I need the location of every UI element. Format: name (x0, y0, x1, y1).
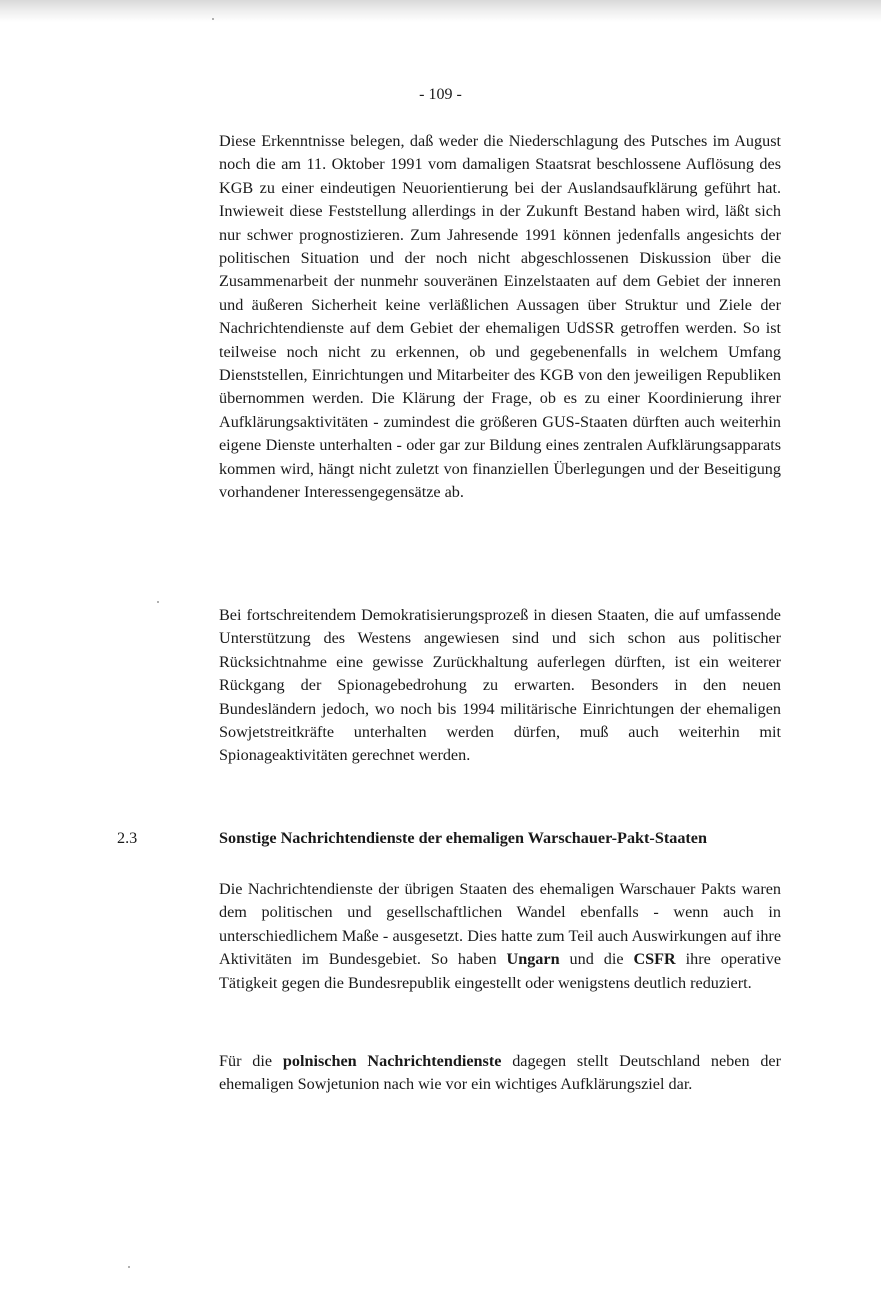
paragraph-warsaw-pact-services (219, 878, 781, 995)
paragraph-kgb-assessment: Diese Erkenntnisse belegen, daß weder die Niederschlagung des Putsches im August noch die am 11. Oktober 1991 vom damaligen Staatsrat beschlossene Auflösung des KGB zu einer eindeutigen Neuorientierung bei der Auslandsaufklärung geführt hat. Inwieweit diese Feststellung allerdings in der Zukunft Bestand haben wird, läßt sich nur schwer prognostizieren. Zum Jahresende 1991 können jedenfalls angesichts der politischen Situation und der noch nicht abgeschlossenen Diskussion über die Zusammenarbeit der nunmehr souveränen Einzelstaaten auf dem Gebiet der inneren und äußeren Sicherheit keine verläßlichen Aussagen über Struktur und Ziele der Nachrichtendienste auf dem Gebiet der ehemaligen UdSSR getroffen werden. So ist teilweise noch nicht zu erkennen, ob und gegebenenfalls in welchem Umfang Dienststellen, Einrichtungen und Mitarbeiter des KGB von den jeweiligen Republiken übernommen werden. Die Klärung der Frage, ob es zu einer Koordinierung ihrer Aufklärungsaktivitäten - zumindest die größeren GUS-Staaten dürften auch weiterhin eigene Dienste unterhalten - oder gar zur Bildung eines zentralen Aufklärungsapparats kommen wird, hängt nicht zuletzt von finanziellen Überlegungen und der Beseitigung vorhandener Interessengegensätze ab. (219, 132, 781, 502)
paragraph-text: Die Nachrichtendienste der übrigen Staaten des ehemaligen Warschauer Pakts waren dem politischen und gesellschaftlichen Wandel ebenfalls - wenn auch in unterschiedlichem Maße - ausgesetzt. Dies hatte zum Teil auch Auswirkungen auf ihre Aktivitäten im Bundesgebiet. So haben (219, 880, 781, 969)
page-number: - 109 - (419, 86, 462, 103)
scan-speck (212, 18, 214, 20)
scan-speck (128, 1266, 130, 1268)
paragraph-espionage-outlook: Bei fortschreitendem Demokratisierungsprozeß in diesen Staaten, die auf umfassende Unterstützung des Westens angewiesen sind und sich schon aus politischer Rücksichtnahme eine gewisse Zurückhaltung auferlegen dürften, ist ein weiterer Rückgang der Spionagebedrohung zu erwarten. Besonders in den neuen Bundesländern jedoch, wo noch bis 1994 militärische Einrichtungen der ehemaligen Sowjetstreitkräfte unterhalten werden dürfen, muß auch weiterhin mit Spionageaktivitäten gerechnet werden. (219, 606, 781, 765)
scan-speck (157, 601, 159, 603)
emphasis-polish-services: polnischen Nachrichtendienste (282, 1052, 502, 1070)
section-number: 2.3 (117, 829, 138, 847)
paragraph-text: und die (559, 950, 634, 969)
scan-edge-shadow (0, 0, 881, 22)
emphasis-csfr: CSFR (633, 950, 676, 969)
paragraph-text: ihre operative Tätigkeit gegen die Bundesrepublik eingestellt oder wenigstens deutlich reduziert. (219, 950, 782, 992)
paragraph-text: Für die (219, 1052, 283, 1070)
emphasis-ungarn: Ungarn (506, 950, 560, 969)
paragraph-polish-services (219, 1050, 781, 1097)
section-title: Sonstige Nachrichtendienste der ehemaligen Warschauer-Pakt-Staaten (219, 829, 707, 847)
paragraph-text: dagegen stellt Deutschland neben der ehemaligen Sowjetunion nach wie vor ein wichtiges Aufklärungsziel dar. (219, 1052, 781, 1094)
